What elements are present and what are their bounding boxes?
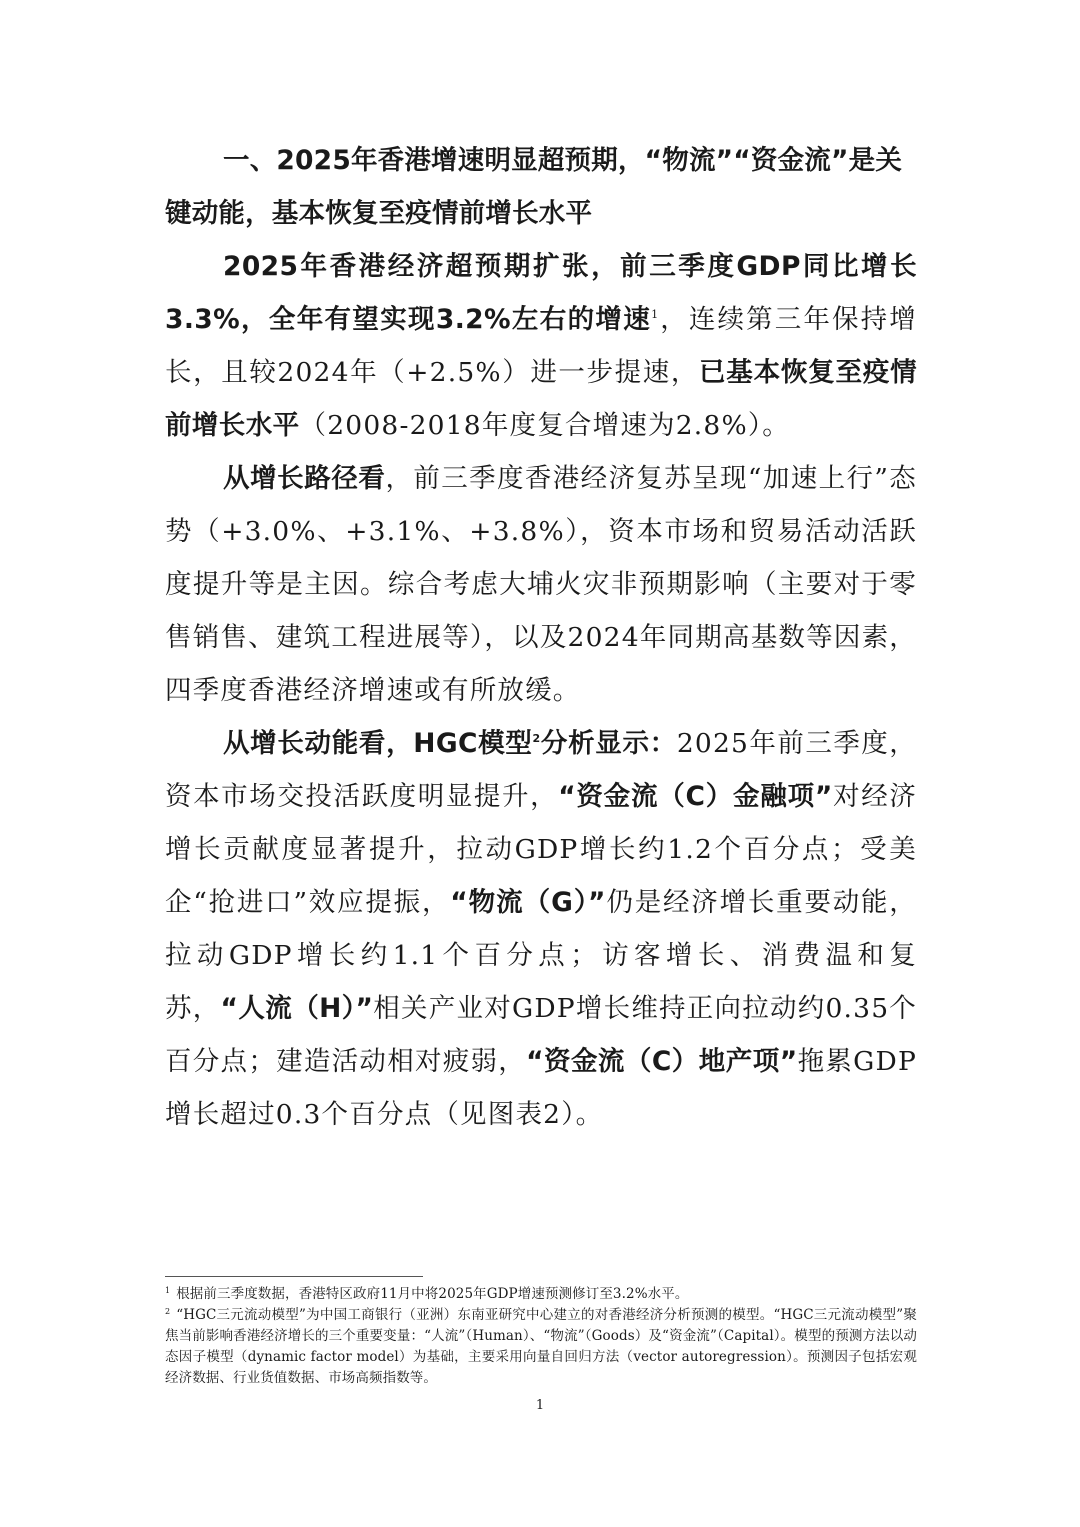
paragraph-2 xyxy=(165,452,917,717)
p3-text-4: 相关产业对GDP增长维持正向拉动约0.35个百分点；建造活动相对疲弱， xyxy=(165,993,918,1077)
p3-text-1: 2025年前三季度，资本市场交投活跃度明显提升， xyxy=(165,728,917,812)
section-heading: 一、2025年香港增速明显超预期，“物流”“资金流”是关键动能，基本恢复至疫情前增长水平 xyxy=(165,145,903,229)
p3-text-3: 仍是经济增长重要动能，拉动GDP增长约1.1个百分点；访客增长、消费温和复苏， xyxy=(165,887,918,1024)
p1-text-2: （2008-2018年度复合增速为2.8%）。 xyxy=(299,410,791,441)
p3-bold-4: “物流（G）” xyxy=(450,887,606,918)
p3-bold-1: 从增长动能看，HGC模型 xyxy=(223,728,533,759)
document-body xyxy=(165,134,917,1141)
p1-text-1: ，连续第三年保持增长，且较2024年（+2.5%）进一步提速， xyxy=(165,304,917,388)
p3-text-5: 拖累GDP增长超过0.3个百分点（见图表2）。 xyxy=(165,1046,917,1130)
footnote-1 xyxy=(165,1284,917,1305)
footnote-ref-1[interactable]: 1 xyxy=(651,308,660,322)
p3-text-2: 对经济增长贡献度显著提升，拉动GDP增长约1.2个百分点；受美企“抢进口”效应提振， xyxy=(165,781,917,918)
p1-bold-2: 已基本恢复至疫情前增长水平 xyxy=(165,357,917,441)
footnote-text-1: 根据前三季度数据，香港特区政府11月中将2025年GDP增速预测修订至3.2%水平。 xyxy=(176,1286,689,1302)
p3-bold-6: “资金流（C）地产项” xyxy=(526,1046,798,1077)
page-number: 1 xyxy=(535,1398,545,1413)
footnote-divider xyxy=(165,1276,423,1277)
p1-bold-1: 2025年香港经济超预期扩张，前三季度GDP同比增长3.3%，全年有望实现3.2%左右的增速 xyxy=(165,251,917,335)
p3-bold-2: 分析显示： xyxy=(540,728,677,759)
p2-bold-1: 从增长路径看 xyxy=(223,463,386,494)
footnotes xyxy=(165,1276,917,1389)
footnote-ref-2[interactable]: 2 xyxy=(532,732,541,746)
footnote-2 xyxy=(165,1305,917,1389)
p3-bold-3: “资金流（C）金融项” xyxy=(558,781,833,812)
footnote-mark-2: 2 xyxy=(165,1306,171,1316)
footnote-mark-1: 1 xyxy=(165,1285,171,1295)
paragraph-1 xyxy=(165,240,917,452)
paragraph-3 xyxy=(165,717,917,1141)
p2-text-1: ，前三季度香港经济复苏呈现“加速上行”态势（+3.0%、+3.1%、+3.8%），资本市场和贸易活动活跃度提升等是主因。综合考虑大埔火灾非预期影响（主要对于零售销售、建筑工程进展等），以及2024年同期高基数等因素，四季度香港经济增速或有所放缓。 xyxy=(165,463,917,706)
p3-bold-5: “人流（H）” xyxy=(220,993,374,1024)
footnote-text-2: “HGC三元流动模型”为中国工商银行（亚洲）东南亚研究中心建立的对香港经济分析预测的模型。“HGC三元流动模型”聚焦当前影响香港经济增长的三个重要变量：“人流”（Human）、“物流”（Goods）及“资金流”（Capital）。模型的预测方法以动态因子模型（dynamic factor model）为基础，主要采用向量自回归方法（vector autoregression）。预测因子包括宏观经济数据、行业货值数据、市场高频指数等。 xyxy=(165,1307,917,1386)
